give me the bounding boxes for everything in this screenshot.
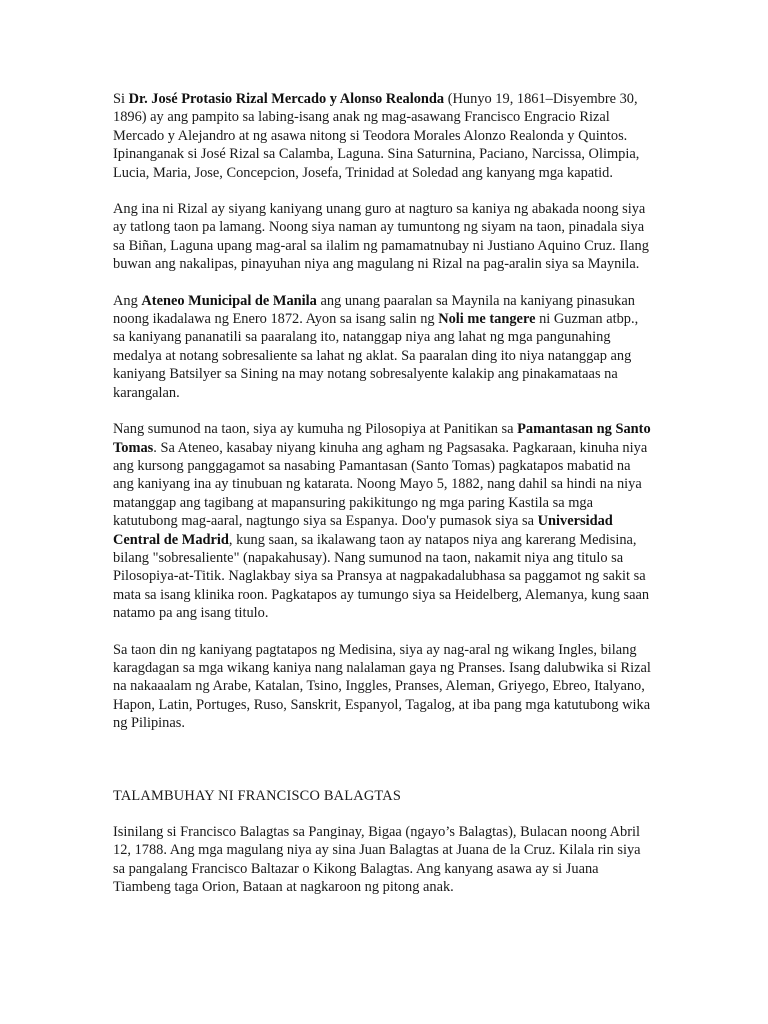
paragraph-rizal-higher-education xyxy=(113,420,653,622)
text-span: Ang xyxy=(113,292,142,309)
paragraph-balagtas-intro xyxy=(113,823,653,897)
text-span: Isinilang si Francisco Balagtas sa Panginay, Bigaa (ngayo’s Balagtas), Bulacan noong Abril 12, 1788. Ang mga magulang niya ay sina Juan Balagtas at Juana de la Cruz. Kilala rin siya sa pangalang Francisco Baltazar o Kikong Balagtas. Ang kanyang asawa ay si Juana Tiambeng taga Orion, Bataan at nagkaroon ng pitong anak. xyxy=(113,824,641,896)
paragraph-rizal-early-education xyxy=(113,200,653,274)
text-span: (Hunyo 19, 1861–Disyembre 30, 1896) ay ang pampito sa labing-isang anak ng mag-asawang Francisco Engracio Rizal Mercado y Alejandro at ng asawa nitong si Teodora Morales Alonzo Realonda y Quintos. Ipinanganak si José Rizal sa Calamba, Laguna. Sina Saturnina, Paciano, Narcissa, Olimpia, Lucia, Maria, Jose, Concepcion, Josefa, Trinidad at Soledad ang kanyang mga kapatid. xyxy=(113,91,640,181)
text-span: . Sa Ateneo, kasabay niyang kinuha ang agham ng Pagsasaka. Pagkaraan, kinuha niya ang kursong panggagamot sa nasabing Pamantasan (Santo Tomas) pagkatapos mabatid na ang kaniyang ina ay tinubuan ng katarata. Noong Mayo 5, 1882, nang dahil sa hindi na niya matanggap ang tagibang at mapansuring pakikitungo ng mga paring Kastila sa mga katutubong mag-aaral, nagtungo siya sa Espanya. Doo'y pumasok siya sa xyxy=(113,439,648,530)
bold-noli-me-tangere: Noli me tangere xyxy=(438,311,536,328)
paragraph-rizal-ateneo xyxy=(113,292,653,402)
text-span: ang unang paaralan sa Maynila na kaniyang pinasukan noong ikadalawa ng Enero 1872. Ayon sa isang salin ng xyxy=(113,292,635,328)
bold-ateneo: Ateneo Municipal de Manila xyxy=(141,292,317,309)
section-spacer xyxy=(113,751,653,787)
text-span: ni Guzman atbp., sa kaniyang pananatili sa paaralang ito, natanggap niya ang lahat ng mga pangunahing medalya at notang sobresaliente sa lahat ng aklat. Sa paaralan ding ito niya natanggap ang kaniyang Batsilyer sa Sining na may notang sobresalyente kalakip ang pinakamataas na karangalan. xyxy=(113,311,639,401)
text-span: Sa taon din ng kaniyang pagtatapos ng Medisina, siya ay nag-aral ng wikang Ingles, bilang karagdagan sa mga wikang kaniya nang nalalaman gaya ng Pranses. Isang dalubwika si Rizal na nakaaalam ng Arabe, Katalan, Tsino, Inggles, Pranses, Aleman, Griyego, Ebreo, Italyano, Hapon, Latin, Portuges, Ruso, Sanskrit, Espanyol, Tagalog, at iba pang mga katutubong wika ng Pilipinas. xyxy=(113,641,651,732)
bold-santo-tomas: Pamantasan ng Santo Tomas xyxy=(113,421,651,456)
paragraph-rizal-languages xyxy=(113,641,653,733)
document-page xyxy=(113,90,653,915)
text-span: Nang sumunod na taon, siya ay kumuha ng Pilosopiya at Panitikan sa xyxy=(113,421,518,438)
bold-name-rizal: Dr. José Protasio Rizal Mercado y Alonso Realonda xyxy=(128,91,445,107)
bold-universidad-central: Universidad Central de Madrid xyxy=(113,513,613,548)
text-span: , kung saan, sa ikalawang taon ay natapos niya ang karerang Medisina, bilang "sobresaliente" (napakahusay). Nang sumunod na taon, nakamit niya ang titulo sa Pilosopiya-at-Titik. Naglakbay siya sa Pransya at nagpakadalubhasa sa paggamot ng sakit sa mata sa isang klinika roon. Pagkatapos ay tumungo siya sa Heidelberg, Alemanya, kung saan natamo pa ang isang titulo. xyxy=(113,531,650,622)
text-span: Ang ina ni Rizal ay siyang kaniyang unang guro at nagturo sa kaniya ng abakada noong siya ay tatlong taon pa lamang. Noong siya naman ay tumuntong ng siyam na taon, pinadala siya sa Biñan, Laguna upang mag-aral sa ilalim ng pamamatnubay ni Justiano Aquino Cruz. Ilang buwan ang nakalipas, pinayuhan niya ang magulang ni Rizal na pag-aralin siya sa Maynila. xyxy=(113,201,649,273)
text-span: Si xyxy=(113,91,129,107)
paragraph-rizal-intro xyxy=(113,90,653,182)
section-heading-balagtas: TALAMBUHAY NI FRANCISCO BALAGTAS xyxy=(113,787,402,804)
